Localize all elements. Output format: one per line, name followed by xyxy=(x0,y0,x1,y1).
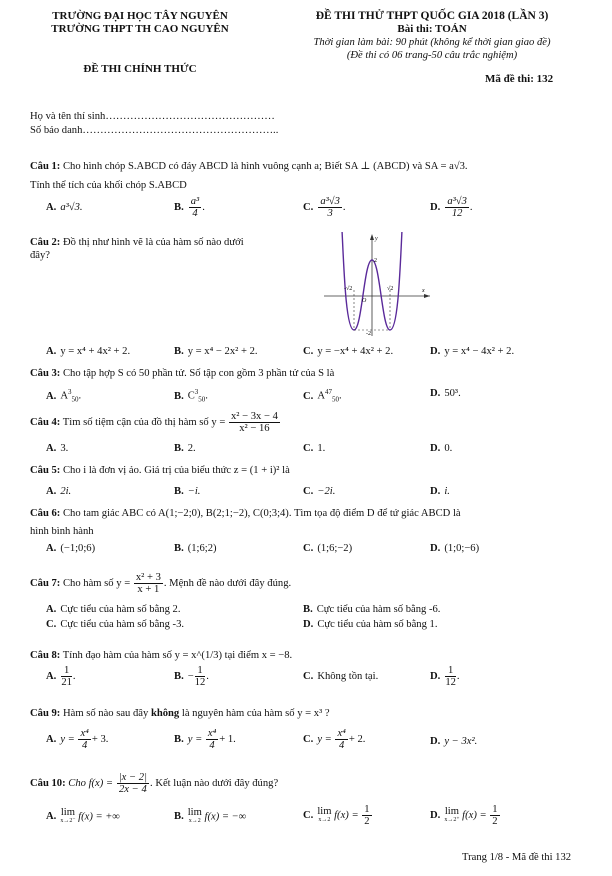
q8-option-c[interactable]: C. Không tồn tại. xyxy=(303,671,379,682)
q6-option-a[interactable]: A. (−1;0;6) xyxy=(46,543,96,554)
y-axis-arrow xyxy=(370,234,374,240)
q3-option-a[interactable]: A. $A^3_{50}$. xyxy=(46,388,82,404)
page-footer: Trang 1/8 - Mã đề thi 132 xyxy=(462,852,572,863)
q3-option-b[interactable]: B. $C^3_{50}$. xyxy=(174,388,208,404)
q5-option-b[interactable]: B. −i. xyxy=(174,486,201,497)
q1-option-d[interactable]: D. $\frac{\text{a³√3}}{12}$ . xyxy=(430,196,473,219)
q8-text: Câu 8: Tính đạo hàm của hàm số y = x^(1/3) tại điểm x = −8. xyxy=(30,650,293,661)
q2-option-a[interactable]: A. y = x⁴ + 4x² + 2. xyxy=(46,346,131,357)
label-neg-2: -2 xyxy=(366,331,371,337)
q9-option-b[interactable]: B. y = $\frac{\text{x⁴}}{4}$ + 1. xyxy=(174,728,236,751)
q7-option-c[interactable]: C. Cực tiểu của hàm số bằng -3. xyxy=(46,619,185,630)
student-name-field: Họ và tên thí sinh………………………………………… xyxy=(30,111,275,122)
student-id-field: Số báo danh……………………………………………….. xyxy=(30,125,279,136)
q8-option-a[interactable]: A. $\frac{1}{21}$ . xyxy=(46,665,76,688)
school-name: TRƯỜNG ĐẠI HỌC TÂY NGUYÊN xyxy=(52,10,228,22)
q9-option-d[interactable]: D. y − 3x². xyxy=(430,736,478,747)
q6-option-c[interactable]: C. (1;6;−2) xyxy=(303,543,353,554)
q2-option-b[interactable]: B. y = x⁴ − 2x² + 2. xyxy=(174,346,258,357)
q7-option-d[interactable]: D. Cực tiểu của hàm số bằng 1. xyxy=(303,619,438,630)
q4-option-b[interactable]: B. 2. xyxy=(174,443,196,454)
q5-option-a[interactable]: A. 2i. xyxy=(46,486,72,497)
q10-text: Câu 10: Cho f(x) = $\frac{|x - 2|}{2x - 4}$ . Kết luận nào dưới đây đúng? xyxy=(30,772,279,795)
q8-option-d[interactable]: D. $\frac{1}{12}$ . xyxy=(430,665,460,688)
q6-text: Câu 6: Cho tam giác ABC có A(1;−2;0), B(2;1;−2), C(0;3;4). Tìm tọa độ điểm D để tứ giác ABCD là xyxy=(30,508,461,519)
exam-title: ĐỀ THI THỬ THPT QUỐC GIA 2018 (LẦN 3) xyxy=(315,10,549,22)
q2-function-graph xyxy=(322,232,432,340)
q2-option-d[interactable]: D. y = x⁴ − 4x² + 2. xyxy=(430,346,515,357)
q9-option-c[interactable]: C. y = $\frac{\text{x⁴}}{4}$ + 2. xyxy=(303,728,366,751)
exam-code: Mã đề thi: 132 xyxy=(485,73,554,85)
q10-option-c[interactable]: C. lim x→2 f(x) = $\frac{1}{2}$ xyxy=(303,804,370,827)
q3-option-d[interactable]: D. 50³. xyxy=(430,388,461,399)
q10-option-b[interactable]: B. lim x→2 f(x) = −∞ xyxy=(174,807,247,824)
exam-subject: Bài thi: TOÁN xyxy=(397,23,467,35)
q4-text: Câu 4: Tìm số tiệm cận của đồ thị hàm số y = $\frac{\text{x² − 3x − 4}}{\text{x² − 16}}$ xyxy=(30,411,278,434)
q4-option-d[interactable]: D. 0. xyxy=(430,443,453,454)
q8-option-b[interactable]: B. − $\frac{1}{12}$ . xyxy=(174,665,209,688)
q2-option-c[interactable]: C. y = −x⁴ + 4x² + 2. xyxy=(303,346,394,357)
q3-option-c[interactable]: C. $A^{47}_{50}$. xyxy=(303,388,342,404)
q7-option-b[interactable]: B. Cực tiểu của hàm số bằng -6. xyxy=(303,604,441,615)
school-subname: TRƯỜNG THPT TH CAO NGUYÊN xyxy=(51,23,229,35)
q5-option-c[interactable]: C. −2i. xyxy=(303,486,336,497)
q7-option-a[interactable]: A. Cực tiểu của hàm số bằng 2. xyxy=(46,604,181,615)
label-neg-root2: -√2 xyxy=(344,286,353,292)
q2-text2: đây? xyxy=(30,250,50,261)
q1-text2: Tính thể tích của khối chóp S.ABCD xyxy=(30,180,187,191)
label-2: 2 xyxy=(374,258,377,264)
label-origin: O xyxy=(362,298,367,304)
q10-option-a[interactable]: A. lim x→2⁻ f(x) = +∞ xyxy=(46,807,120,824)
exam-time: Thời gian làm bài: 90 phút (không kể thời gian giao đề) xyxy=(313,37,551,48)
q7-text: Câu 7: Cho hàm số y = $\frac{\text{x² + 3}}{x + 1}$ . Mệnh đề nào dưới đây đúng. xyxy=(30,572,292,595)
label-x: x xyxy=(422,288,425,294)
q10-option-d[interactable]: D. lim x→2⁺ f(x) = $\frac{1}{2}$ xyxy=(430,804,498,827)
x-axis-arrow xyxy=(424,294,430,298)
q5-text: Câu 5: Cho i là đơn vị ảo. Giá trị của biểu thức z = (1 + i)² là xyxy=(30,465,290,476)
q4-option-c[interactable]: C. 1. xyxy=(303,443,326,454)
q1-option-a[interactable]: A. a³√3. xyxy=(46,202,83,213)
q2-text: Câu 2: Đồ thị như hình vẽ là của hàm số nào dưới xyxy=(30,237,244,248)
exam-pages: (Đề thi có 06 trang-50 câu trắc nghiệm) xyxy=(346,50,518,61)
label-root2: √2 xyxy=(387,286,394,292)
q5-option-d[interactable]: D. i. xyxy=(430,486,450,497)
q1-text: Câu 1: Cho hình chóp S.ABCD có đáy ABCD là hình vuông cạnh a; Biết SA ⊥ (ABCD) và SA = a√3. xyxy=(30,161,468,172)
q9-option-a[interactable]: A. y = $\frac{\text{x⁴}}{4}$ + 3. xyxy=(46,728,109,751)
q6-option-b[interactable]: B. (1;6;2) xyxy=(174,543,217,554)
q9-text: Câu 9: Hàm số nào sau đây không là nguyên hàm của hàm số y = x³ ? xyxy=(30,708,330,719)
label-y: y xyxy=(375,236,378,242)
q6-text2: hình bình hành xyxy=(30,526,94,537)
q3-text: Câu 3: Cho tập hợp S có 50 phần tử. Số tập con gồm 3 phần tử của S là xyxy=(30,368,335,379)
q6-option-d[interactable]: D. (1;0;−6) xyxy=(430,543,480,554)
q1-option-b[interactable]: B. $\frac{\text{a³}}{4}$ . xyxy=(174,196,205,219)
exam-official-label: ĐỀ THI CHÍNH THỨC xyxy=(83,63,197,75)
q4-option-a[interactable]: A. 3. xyxy=(46,443,69,454)
q1-option-c[interactable]: C. $\frac{\text{a³√3}}{3}$ . xyxy=(303,196,346,219)
